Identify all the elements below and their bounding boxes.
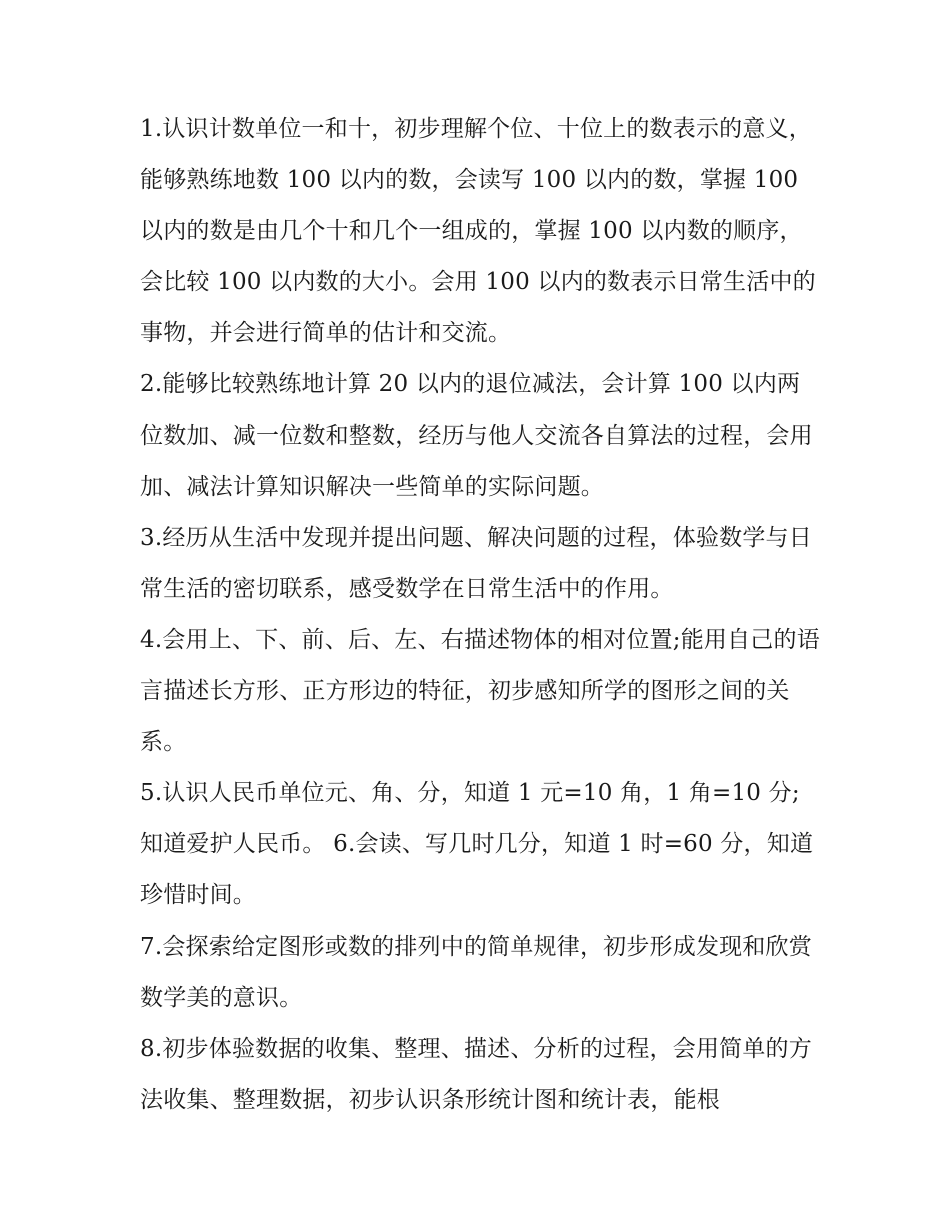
document-body — [140, 104, 820, 1126]
paragraph-3: 3.经历从生活中发现并提出问题、解决问题的过程，体验数学与日常生活的密切联系，感受数学在日常生活中的作用。 — [140, 524, 812, 602]
paragraph-7: 8.初步体验数据的收集、整理、描述、分析的过程，会用简单的方法收集、整理数据，初步认识条形统计图和统计表，能根 — [140, 1035, 812, 1113]
paragraph-4: 4.会用上、下、前、后、左、右描述物体的相对位置;能用自己的语言描述长方形、正方形边的特征，初步感知所学的图形之间的关系。 — [140, 626, 820, 756]
paragraph-1: 1.认识计数单位一和十，初步理解个位、十位上的数表示的意义，能够熟练地数 100 以内的数，会读写 100 以内的数，掌握 100 以内的数是由几个十和几个一组成的，掌握 100 以内数的顺序，会比较 100 以内数的大小。会用 100 以内的数表示日常生活中的事物，并会进行简单的估计和交流。 — [140, 116, 816, 347]
paragraph-6: 7.会探索给定图形或数的排列中的简单规律，初步形成发现和欣赏数学美的意识。 — [140, 933, 812, 1011]
paragraph-2: 2.能够比较熟练地计算 20 以内的退位减法，会计算 100 以内两位数加、减一位数和整数，经历与他人交流各自算法的过程，会用加、减法计算知识解决一些简单的实际问题。 — [140, 371, 813, 500]
paragraph-5: 5.认识人民币单位元、角、分，知道 1 元=10 角，1 角=10 分;知道爱护人民币。 6.会读、写几时几分，知道 1 时=60 分，知道珍惜时间。 — [140, 780, 814, 909]
